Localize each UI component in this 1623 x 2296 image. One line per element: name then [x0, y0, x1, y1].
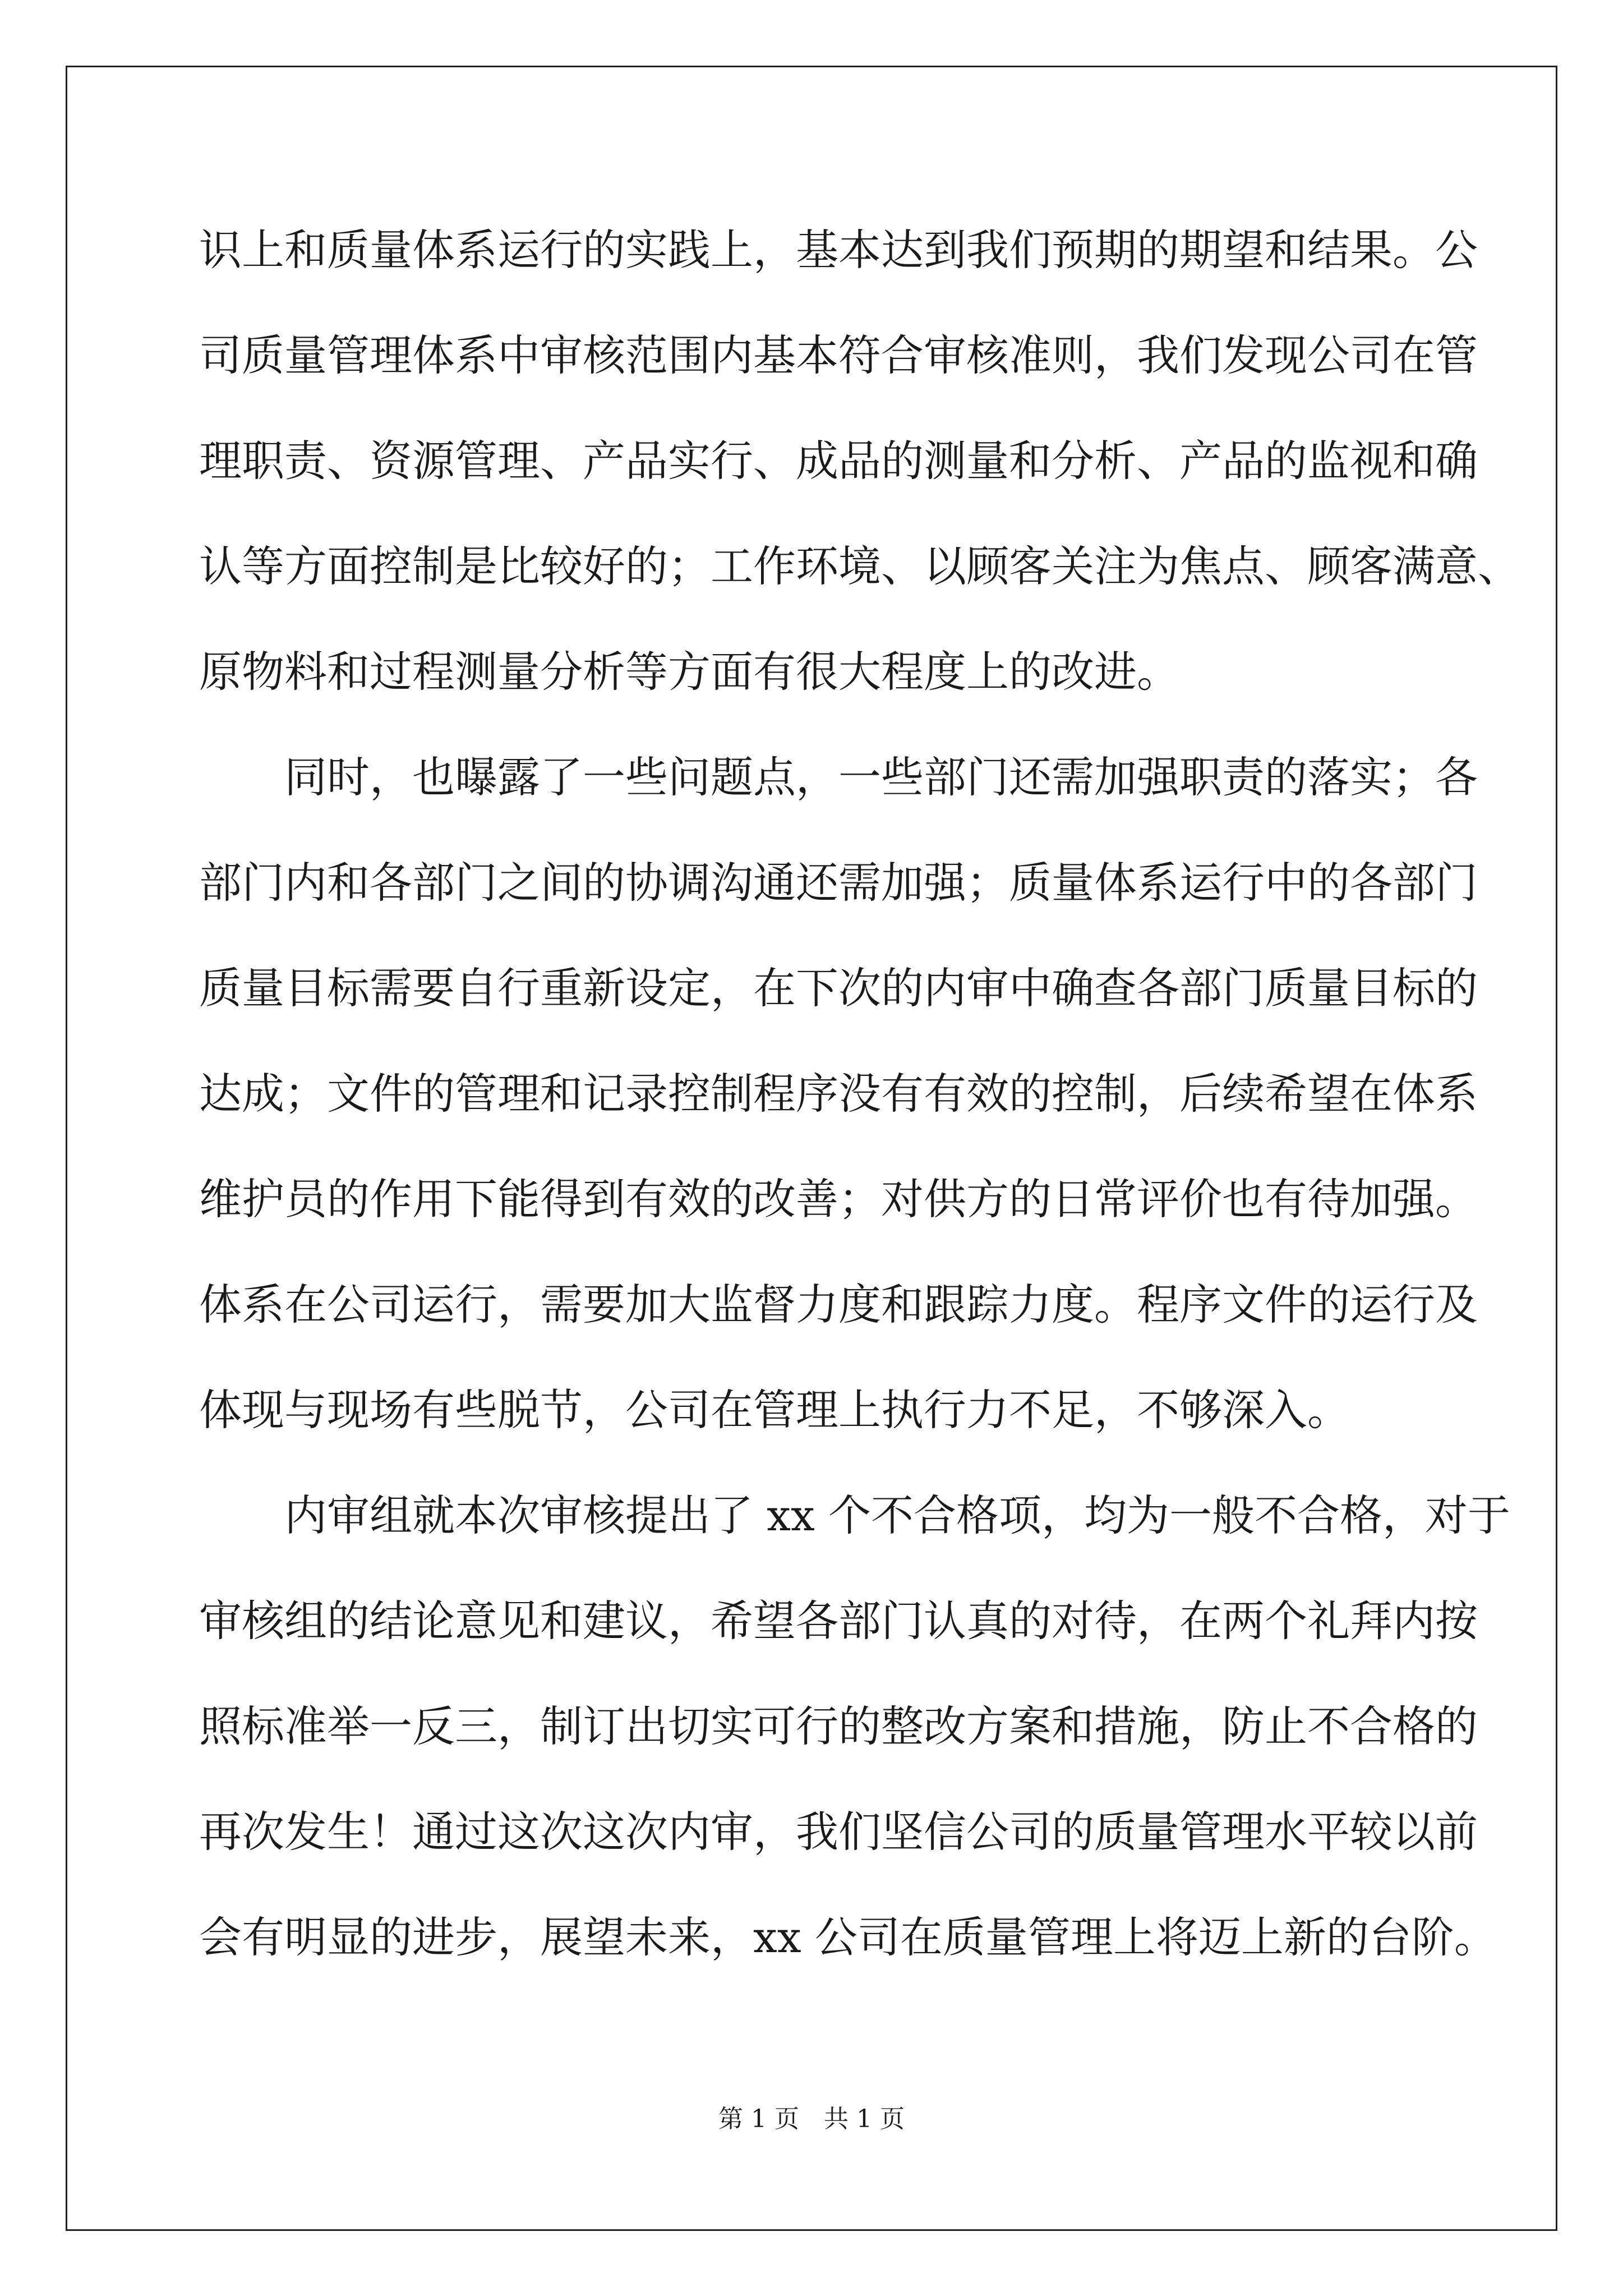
text-line: 司质量管理体系中审核范围内基本符合审核准则，我们发现公司在管: [199, 330, 1478, 380]
text-line: 再次发生！通过这次这次内审，我们坚信公司的质量管理水平较以前: [199, 1807, 1478, 1857]
text-line: 质量目标需要自行重新设定，在下次的内审中确查各部门质量目标的: [199, 963, 1478, 1013]
text-line: 体现与现场有些脱节，公司在管理上执行力不足，不够深入。: [199, 1385, 1350, 1435]
page-number-footer: 第 1 页 共 1 页: [718, 2105, 905, 2133]
text-line: 内审组就本次审核提出了 xx 个不合格项，均为一般不合格，对于: [199, 1490, 1511, 1540]
document-body: [199, 197, 1520, 1990]
text-line: 审核组的结论意见和建议，希望各部门认真的对待，在两个礼拜内按: [199, 1596, 1478, 1646]
text-line: 认等方面控制是比较好的；工作环境、以顾客关注为焦点、顾客满意、: [199, 541, 1520, 591]
text-line: 识上和质量体系运行的实践上，基本达到我们预期的期望和结果。公: [199, 225, 1478, 275]
text-line: 部门内和各部门之间的协调沟通还需加强；质量体系运行中的各部门: [199, 858, 1478, 908]
text-line: 原物料和过程测量分析等方面有很大程度上的改进。: [199, 647, 1179, 697]
text-line: 体系在公司运行，需要加大监督力度和跟踪力度。程序文件的运行及: [199, 1280, 1478, 1329]
text-line: 达成；文件的管理和记录控制程序没有有效的控制，后续希望在体系: [199, 1069, 1478, 1119]
text-line: 会有明显的进步，展望未来，xx 公司在质量管理上将迈上新的台阶。: [199, 1912, 1497, 1962]
text-line: 理职责、资源管理、产品实行、成品的测量和分析、产品的监视和确: [199, 436, 1478, 486]
text-line: 同时，也曝露了一些问题点，一些部门还需加强职责的落实；各: [199, 752, 1478, 802]
text-line: 维护员的作用下能得到有效的改善；对供方的日常评价也有待加强。: [199, 1174, 1478, 1224]
text-line: 照标准举一反三，制订出切实可行的整改方案和措施，防止不合格的: [199, 1701, 1478, 1751]
